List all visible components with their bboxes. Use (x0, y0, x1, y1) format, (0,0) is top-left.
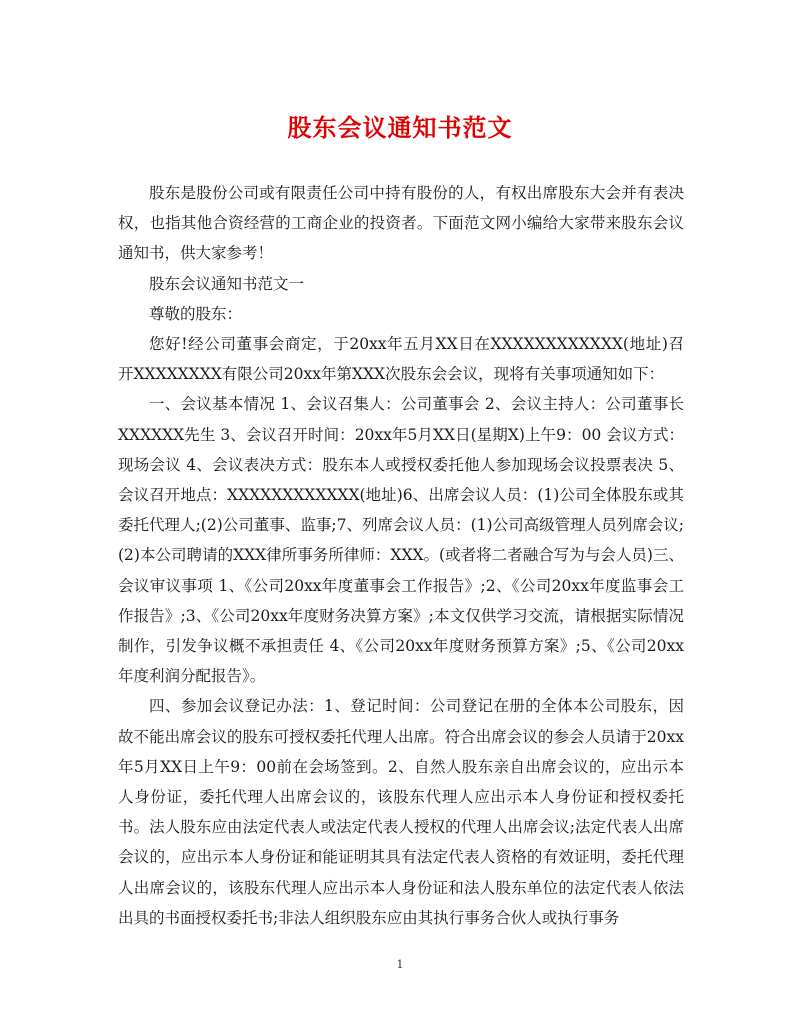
document-title: 股东会议通知书范文 (287, 114, 513, 142)
meeting-details-paragraph: 一、会议基本情况 1、会议召集人：公司董事会 2、会议主持人：公司董事长XXXXXX先生 3、会议召开时间：20xx年5月XX日(星期X)上午9：00 会议方式：现场会议 4、会议表决方式：股东本人或授权委托他人参加现场会议投票表决 5、会议召开地点：XXXXXXXXXXXX(地址)6、出席会议人员：(1)公司全体股东或其委托代理人;(2)公司董事、监事;7、列席会议人员：(1)公司高级管理人员列席会议;(2)本公司聘请的XXX律所事务所律师：XXX。(或者将二者融合写为与会人员)三、会议审议事项 1、《公司20xx年度董事会工作报告》;2、《公司20xx年度监事会工作报告》;3、《公司20xx年度财务决算方案》;本文仅供学习交流，请根据实际情况制作，引发争议概不承担责任 4、《公司20xx年度财务预算方案》;5、《公司20xx 年度利润分配报告》。 (118, 395, 684, 686)
salutation: 尊敬的股东： (149, 304, 243, 323)
notice-paragraph: 您好!经公司董事会商定，于20xx年五月XX日在XXXXXXXXXXXX(地址)召开XXXXXXXX有限公司20xx年第XXX次股东会会议，现将有关事项通知如下： (118, 335, 684, 384)
page-number: 1 (396, 958, 404, 971)
intro-paragraph: 股东是股份公司或有限责任公司中持有股份的人，有权出席股东大会并有表决权，也指其他合资经营的工商企业的投资者。下面范文网小编给大家带来股东会议通知书，供大家参考！ (118, 184, 684, 263)
section-heading: 股东会议通知书范文一 (149, 274, 305, 293)
registration-paragraph: 四、参加会议登记办法：1、登记时间：公司登记在册的全体本公司股东，因故不能出席会议的股东可授权委托代理人出席。符合出席会议的参会人员请于20xx年5月XX日上午9：00前在会场签到。2、自然人股东亲自出席会议的，应出示本人身份证，委托代理人出席会议的，该股东代理人应出示本人身份证和授权委托书。法人股东应由法定代表人或法定代表人授权的代理人出席会议;法定代表人出席会议的，应出示本人身份证和能证明其具有法定代表人资格的有效证明，委托代理人出席会议的，该股东代理人应出示本人身份证和法人股东单位的法定代表人依法出具的书面授权委托书;非法人组织股东应由其执行事务合伙人或执行事务 (118, 697, 684, 927)
document-body (118, 178, 684, 933)
